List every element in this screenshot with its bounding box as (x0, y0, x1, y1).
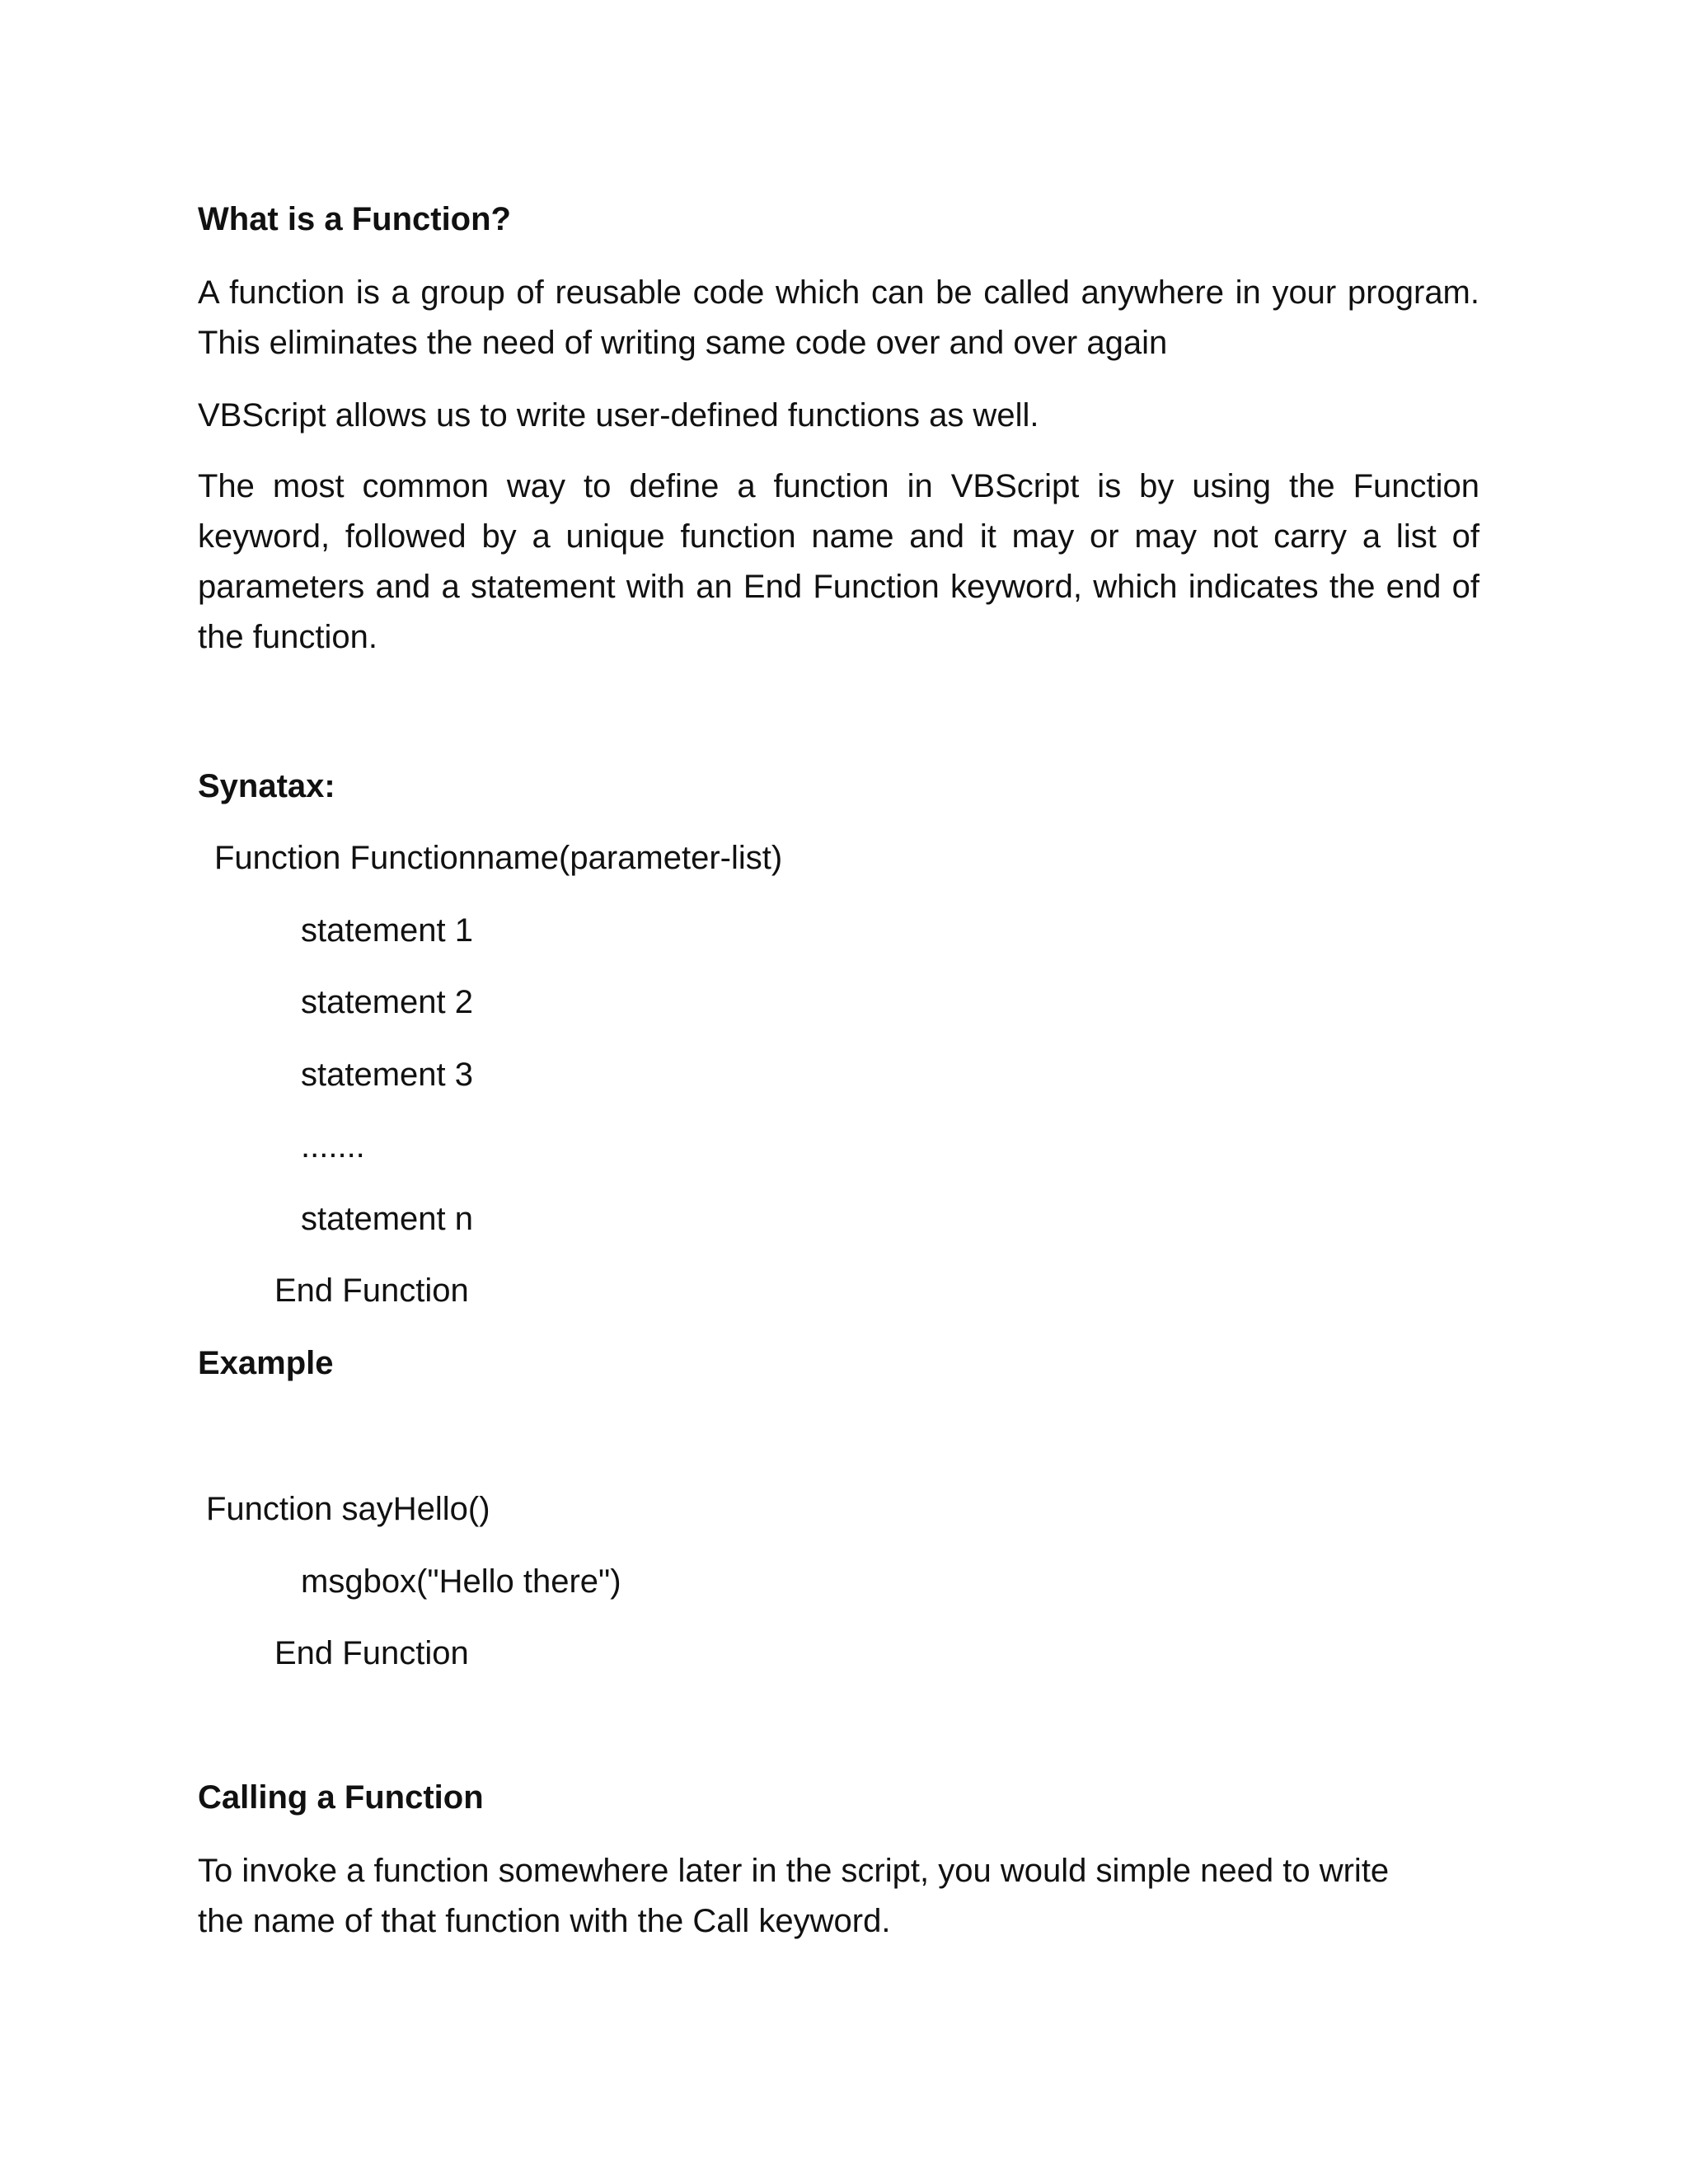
example-msgbox-line: msgbox("Hello there") (301, 1563, 621, 1600)
example-end-function: End Function (274, 1635, 469, 1671)
heading-syntax: Synatax: (198, 768, 335, 804)
syntax-end-function: End Function (274, 1272, 469, 1309)
syntax-function-line: Function Functionname(parameter-list) (214, 840, 783, 876)
paragraph-define-function: The most common way to define a function in VBScript is by using the Function keyword, followed by a unique function name and it may or may not carry a list of parameters and a statement with an End Function keyword, which indicates the end of the function. (198, 468, 1479, 655)
paragraph-calling-function: To invoke a function somewhere later in the script, you would simple need to write the name of that function with the Call keyword. (198, 1853, 1390, 1939)
paragraph-function-definition: A function is a group of reusable code which can be called anywhere in your program. This eliminates the need of writing same code over and over again (198, 274, 1479, 361)
paragraph-user-defined: VBScript allows us to write user-defined functions as well. (198, 397, 1039, 434)
example-function-line: Function sayHello() (206, 1491, 490, 1527)
heading-what-is-function: What is a Function? (198, 201, 511, 237)
syntax-ellipsis: ....... (301, 1128, 365, 1165)
syntax-statement-n: statement n (301, 1201, 474, 1237)
syntax-statement-2: statement 2 (301, 984, 474, 1020)
syntax-statement-1: statement 1 (301, 912, 474, 949)
heading-example: Example (198, 1345, 334, 1381)
syntax-statement-3: statement 3 (301, 1057, 474, 1093)
heading-calling-function: Calling a Function (198, 1779, 484, 1816)
